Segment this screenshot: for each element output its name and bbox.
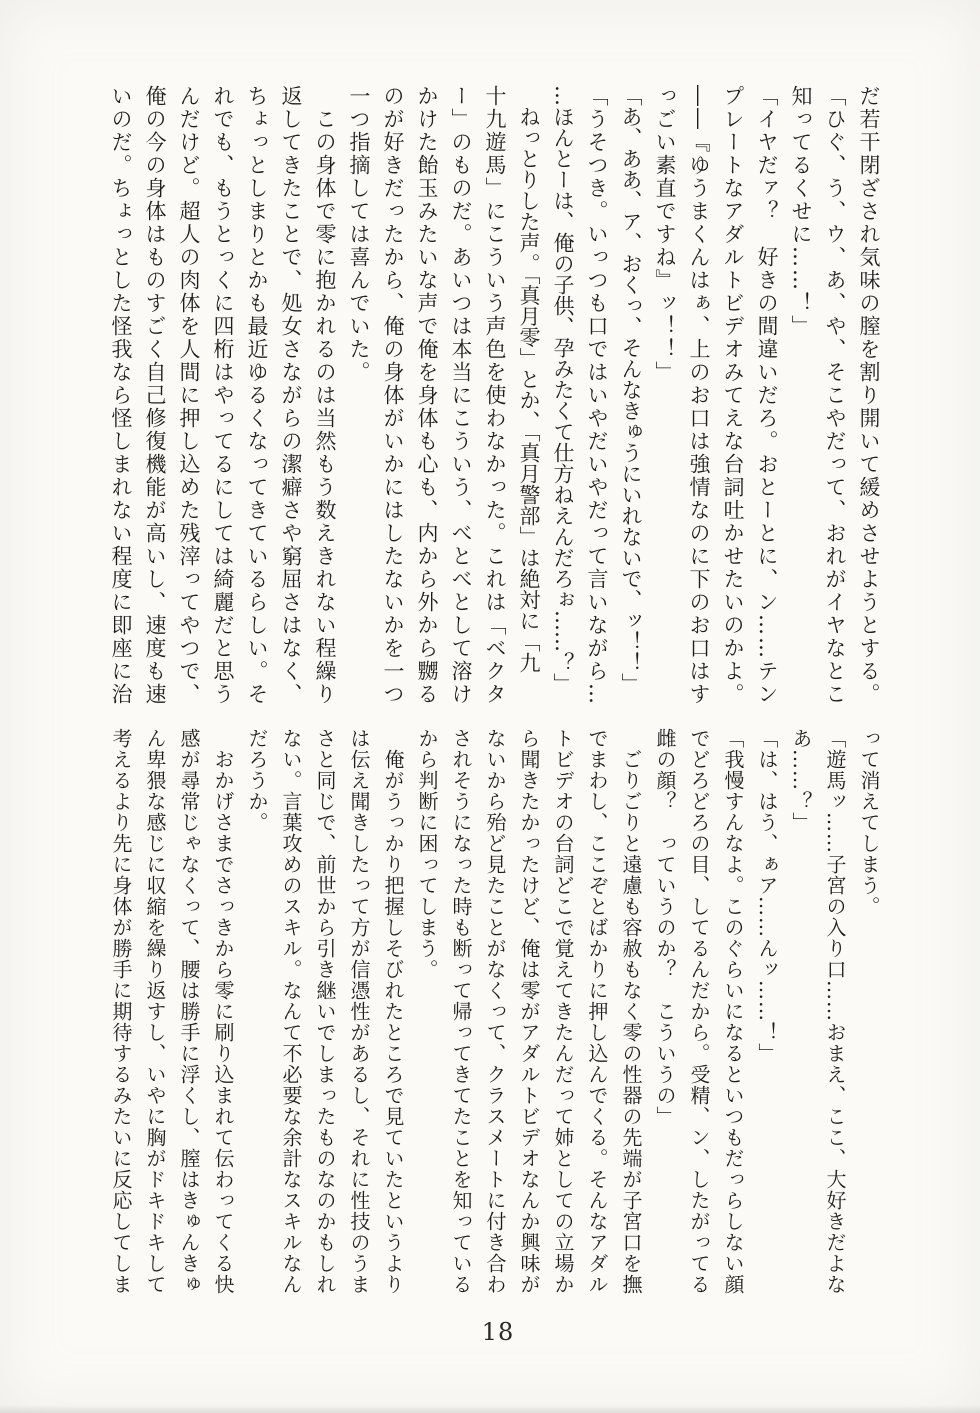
- text-column: 一つ指摘しては喜んでいた。: [347, 85, 371, 384]
- text-block-top: [104, 85, 886, 711]
- text-column: 俺の今の身体はものすごく自己修復機能が高いし、速度も速: [143, 85, 167, 706]
- text-column: ー」のものだ。あいつは本当にこういう、べとべとして溶け: [449, 85, 473, 706]
- text-column: ――『ゆうまくんはぁ、上のお口は強情なのに下のお口はす: [687, 85, 711, 706]
- text-column: だ若干閉ざされ気味の膣を割り開いて緩めさせようとする。: [857, 85, 881, 706]
- text-column: ない。言葉攻めのスキル。なんて不必要な余計なスキルなん: [279, 728, 303, 1295]
- text-column: 十九遊馬」にこういう声色を使わなかった。これは「ベクタ: [483, 85, 507, 706]
- text-column: れでも、もうとっくに四桁はやってるにしては綺麗だと思う: [211, 85, 235, 706]
- text-column: かけた飴玉みたいな声で俺を身体も心も、内から外から嬲る: [415, 85, 439, 706]
- text-column: 俺がうっかり把握しそびれたところで見ていたというより: [381, 728, 405, 1295]
- text-column: おかげさまでさっきから零に刷り込まれて伝わってくる快: [211, 728, 235, 1295]
- text-column: この身体で零に抱かれるのは当然もう数えきれない程繰り: [313, 85, 337, 706]
- text-column: さと同じで、前世から引き継いでしまったものなのかもしれ: [313, 728, 337, 1295]
- text-column: いのだ。ちょっとした怪我なら怪しまれない程度に即座に治: [109, 85, 133, 706]
- text-column: は伝え聞きしたって方が信憑性があるし、それに性技のうま: [347, 728, 371, 1295]
- text-column: 「遊馬ッ……子宮の入り口……おまえ、ここ、大好きだよな: [823, 728, 847, 1295]
- text-column: あ……？」: [789, 728, 813, 833]
- text-column: 「我慢すんなよ。このぐらいになるといつもだっらしない顔: [721, 728, 745, 1295]
- text-column: …ほんとーは、俺の子供、孕みたくて仕方ねえんだろぉ……？」: [551, 85, 575, 694]
- text-column: ら聞きたかったけど、俺は零がアダルトビデオなんか興味が: [517, 728, 541, 1295]
- text-column: 返してきたことで、処女さながらの潔癖さや窮屈さはなく、: [279, 85, 303, 706]
- text-column: ん卑猥な感じに収縮を繰り返すし、いやに胸がドキドキして: [143, 728, 167, 1295]
- text-column: 「あ、ああ、ア、おくっ、そんなきゅうにいれないで、ッ！！」: [619, 85, 643, 694]
- scan-edge-artifact: [0, 1405, 980, 1413]
- text-column: 「ひぐ、う、ウ、あ、や、そこやだって、おれがイヤなとこ: [823, 85, 847, 706]
- text-column: 考えるより先に身体が勝手に期待するみたいに反応してしま: [109, 728, 133, 1295]
- text-column: 「イヤだァ？ 好きの間違いだろ。おとーとに、ン……テン: [755, 85, 779, 706]
- text-column: 「は、はう、ぁア……んッ……！」: [755, 728, 779, 1064]
- text-column: んだけど。超人の肉体を人間に押し込めた残滓ってやつで、: [177, 85, 201, 706]
- text-column: ないから殆ど見たことがなくって、クラスメートに付き合わ: [483, 728, 507, 1295]
- text-column: ねっとりした声。「真月零」とか、「真月警部」は絶対に「九: [517, 85, 541, 673]
- text-column: プレートなアダルトビデオみてえな台詞吐かせたいのかよ。: [721, 85, 745, 706]
- text-column: でまわし、ここぞとばかりに押し込んでくる。そんなアダル: [585, 728, 609, 1295]
- text-column: って消えてしまう。: [857, 728, 881, 917]
- text-column: ごりごりと遠慮も容赦もなく零の性器の先端が子宮口を撫: [619, 728, 643, 1295]
- text-column: 雌の顔？ っていうのか？ こういうの」: [653, 728, 677, 1127]
- text-column: 「うそつき。いっつも口ではいやだいやだって言いながら…: [585, 85, 609, 706]
- text-column: のが好きだったから、俺の身体がいかにはしたないかを一つ: [381, 85, 405, 706]
- text-column: トビデオの台詞どこで覚えてきたんだって姉としての立場か: [551, 728, 575, 1295]
- text-column: 知ってるくせに……！」: [789, 85, 813, 338]
- text-column: でどろどろの目、してるんだから。受精、ン、したがってる: [687, 728, 711, 1295]
- text-column: ちょっとしまりとかも最近ゆるくなってきているらしい。そ: [245, 85, 269, 706]
- text-column: っごい素直ですね』ッ！！」: [653, 85, 677, 384]
- text-column: だろうか。: [245, 728, 269, 833]
- text-block-bottom: [104, 728, 886, 1303]
- page-number: 18: [481, 1318, 515, 1346]
- text-column: されそうになった時も断って帰ってきてたことを知っている: [449, 728, 473, 1295]
- text-column: から判断に困ってしまう。: [415, 728, 439, 980]
- text-column: 感が尋常じゃなくって、腰は勝手に浮くし、膣はきゅんきゅ: [177, 728, 201, 1295]
